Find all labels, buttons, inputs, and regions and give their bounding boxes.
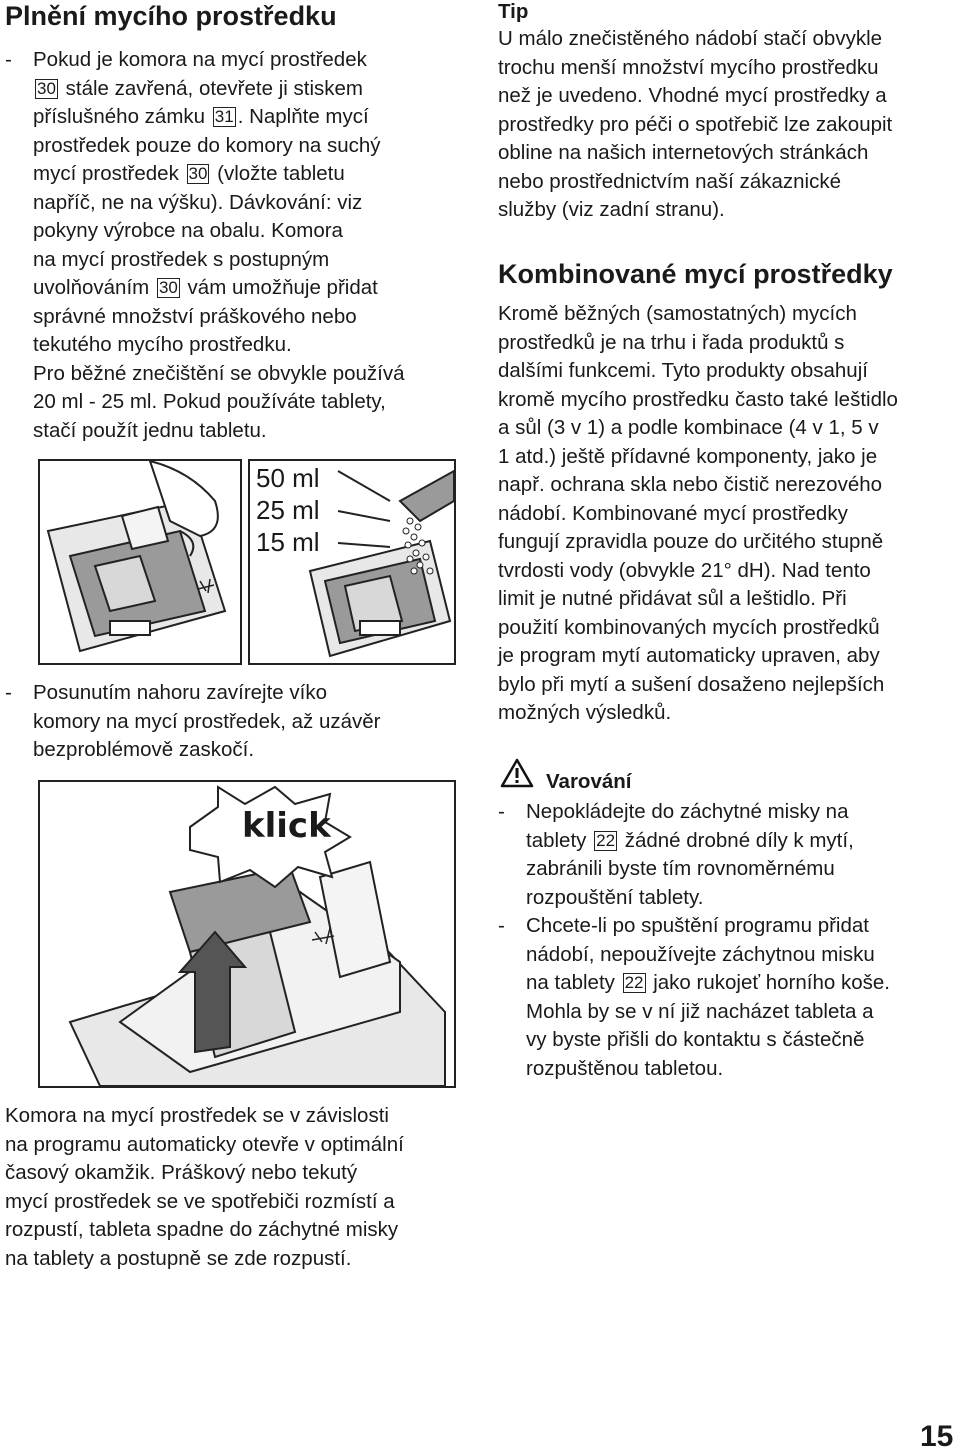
text-segment: Nepokládejte do záchytné misky na (526, 800, 849, 823)
text-line: na tablety a postupně se zde rozpustí. (5, 1246, 352, 1270)
reference-number-box: 22 (624, 973, 644, 992)
text-segment: pokyny výrobce na obalu. Komora (33, 219, 343, 242)
detergent-tablet-illustration (40, 461, 240, 663)
text-segment: Pro běžné znečištění se obvykle používá (33, 361, 405, 385)
klick-label: klick (242, 806, 331, 846)
page-number: 15 (920, 1420, 954, 1453)
text-line (33, 103, 405, 132)
text-line: limit je nutné přidávat sůl a leštidlo. Při (498, 587, 847, 610)
text-segment: (vložte tabletu (211, 162, 345, 185)
text-line (33, 388, 405, 417)
text-segment: . Naplňte mycí (237, 105, 369, 128)
text-line: tvrdosti vody (obvykle 21° dH). Nad tento (498, 558, 871, 582)
text-line: nebo prostřednictvím naší zákaznické (498, 169, 841, 193)
text-segment: stačí použít jednu tabletu. (33, 418, 267, 442)
lid-closing-figure (38, 780, 456, 1088)
reference-number-box: 30 (37, 78, 56, 98)
text-segment: mycí prostředek (33, 162, 185, 185)
text-segment: Pokud je komora na mycí prostředek (33, 48, 367, 71)
text-line (33, 303, 405, 332)
text-line: bylo při mytí a sušení dosaženo nejlepších (498, 672, 885, 696)
tip-text (498, 25, 958, 225)
text-line: možných výsledků. (498, 701, 672, 724)
text-line (33, 160, 405, 189)
dispenser-fill-figure (38, 459, 242, 665)
text-line: obline na našich internetových stránkách (498, 141, 869, 164)
page-title: Plnění mycího prostředku (5, 1, 337, 31)
text-line: prostředky pro péči o spotřebič lze zakoupit (498, 112, 893, 136)
text-segment: na mycí prostředek s postupným (33, 247, 330, 271)
bullet-dash: - (498, 914, 505, 937)
text-line: prostředků je na trhu i řada produktů s (498, 330, 845, 354)
bullet-dash: - (5, 681, 12, 704)
text-segment: žádné drobné díly k mytí, (619, 828, 854, 852)
text-segment: zabránili byste tím rovnoměrnému (526, 857, 835, 880)
text-segment: rozpouštění tablety. (526, 885, 704, 909)
fill-instructions-text (33, 46, 405, 445)
text-line (33, 132, 405, 161)
text-segment: napříč, ne na výšku). Dávkování: viz (33, 190, 363, 214)
text-line: trochu menší množství mycího prostředku (498, 55, 879, 79)
reference-number-box: 30 (188, 164, 208, 183)
text-segment: stále zavřená, otevřete ji stiskem (59, 76, 363, 100)
reference-number-box: 22 (596, 830, 616, 850)
text-line: komory na mycí prostředek, až uzávěr (33, 709, 381, 733)
text-line: fungují zpravidla pouze do určitého stupně (498, 530, 884, 553)
text-line: na programu automaticky otevře v optimální (5, 1132, 404, 1156)
text-line (526, 1055, 890, 1084)
text-line: Kromě běžných (samostatných) mycích (498, 302, 857, 325)
text-line: je program mytí automaticky upraven, aby (498, 644, 880, 667)
text-line (526, 827, 854, 856)
text-segment: tablety (526, 828, 593, 852)
text-line (33, 274, 405, 303)
text-line (33, 417, 405, 446)
dose-label-15: 15 ml (256, 527, 320, 557)
bullet-dash: - (498, 800, 505, 823)
text-segment: uvolňováním (33, 276, 155, 299)
combo-text (498, 300, 958, 728)
warning-text-2 (526, 912, 890, 1083)
text-line: mycí prostředek se ve spotřebiči rozmístí a (5, 1189, 395, 1213)
text-line: časový okamžik. Práškový nebo tekutý (5, 1161, 358, 1184)
text-line: bezproblémově zaskočí. (33, 738, 255, 761)
warning-text-1 (526, 798, 854, 912)
text-line (526, 1026, 890, 1055)
text-line: a sůl (3 v 1) a podle kombinace (4 v 1, 5 v (498, 416, 879, 439)
text-segment: prostředek pouze do komory na suchý (33, 133, 381, 157)
text-segment: vám umožňuje přidat (181, 276, 378, 299)
text-line (33, 46, 405, 75)
text-segment: jako rukojeť horního koše. (647, 971, 890, 994)
text-segment: příslušného zámku (33, 105, 211, 128)
reference-number-box: 30 (158, 278, 178, 297)
text-segment: Mohla by se v ní již nacházet tableta a (526, 999, 874, 1023)
text-line: rozpustí, tableta spadne do záchytné misky (5, 1218, 399, 1241)
combo-heading: Kombinované mycí prostředky (498, 259, 893, 289)
text-segment: Chcete-li po spuštění programu přidat (526, 914, 869, 937)
text-line (33, 75, 405, 104)
text-line: U málo znečistěného nádobí stačí obvykle (498, 27, 883, 50)
tip-label: Tip (498, 0, 529, 23)
text-line: Komora na mycí prostředek se v závislosti (5, 1104, 389, 1127)
text-segment: 20 ml - 25 ml. Pokud používáte tablety, (33, 390, 386, 413)
dispenser-dose-figure (248, 459, 456, 665)
text-line: než je uvedeno. Vhodné mycí prostředky a (498, 84, 887, 107)
text-line (526, 912, 890, 941)
reference-number-box: 31 (214, 107, 234, 126)
text-line (526, 884, 854, 913)
warning-icon (500, 758, 534, 788)
dose-label-50: 50 ml (256, 463, 320, 493)
text-line (33, 246, 405, 275)
text-line: služby (viz zadní stranu). (498, 198, 725, 221)
dose-label-25: 25 ml (256, 495, 320, 525)
bullet-dash: - (5, 48, 12, 71)
warning-label: Varování (546, 770, 632, 793)
text-segment: vy byste přišli do kontaktu s částečně (526, 1028, 865, 1051)
text-line: 1 atd.) ještě přídavné komponenty, jako je (498, 444, 878, 468)
text-segment: rozpuštěnou tabletou. (526, 1056, 724, 1080)
text-segment: nádobí, nepoužívejte záchytnou misku (526, 942, 875, 966)
text-line (526, 855, 854, 884)
text-line (526, 941, 890, 970)
text-segment: na tablety (526, 971, 621, 994)
text-line (33, 189, 405, 218)
text-line (526, 998, 890, 1027)
text-line: použití kombinovaných mycích prostředků (498, 615, 880, 639)
text-line: např. ochrana skla nebo čistič nerezového (498, 473, 883, 496)
text-line (526, 969, 890, 998)
text-segment: tekutého mycího prostředku. (33, 333, 292, 356)
text-line (526, 798, 854, 827)
auto-open-paragraph (5, 1102, 475, 1273)
close-lid-text (33, 679, 381, 765)
text-line (33, 217, 405, 246)
text-line: dalšími funkcemi. Tyto produkty obsahují (498, 359, 868, 382)
text-line: Posunutím nahoru zavírejte víko (33, 681, 327, 704)
text-line (33, 331, 405, 360)
text-line: kromě mycího prostředku často také leštidlo (498, 387, 898, 411)
text-line: nádobí. Kombinované mycí prostředky (498, 501, 848, 525)
text-line (33, 360, 405, 389)
text-segment: správné množství práškového nebo (33, 304, 357, 328)
